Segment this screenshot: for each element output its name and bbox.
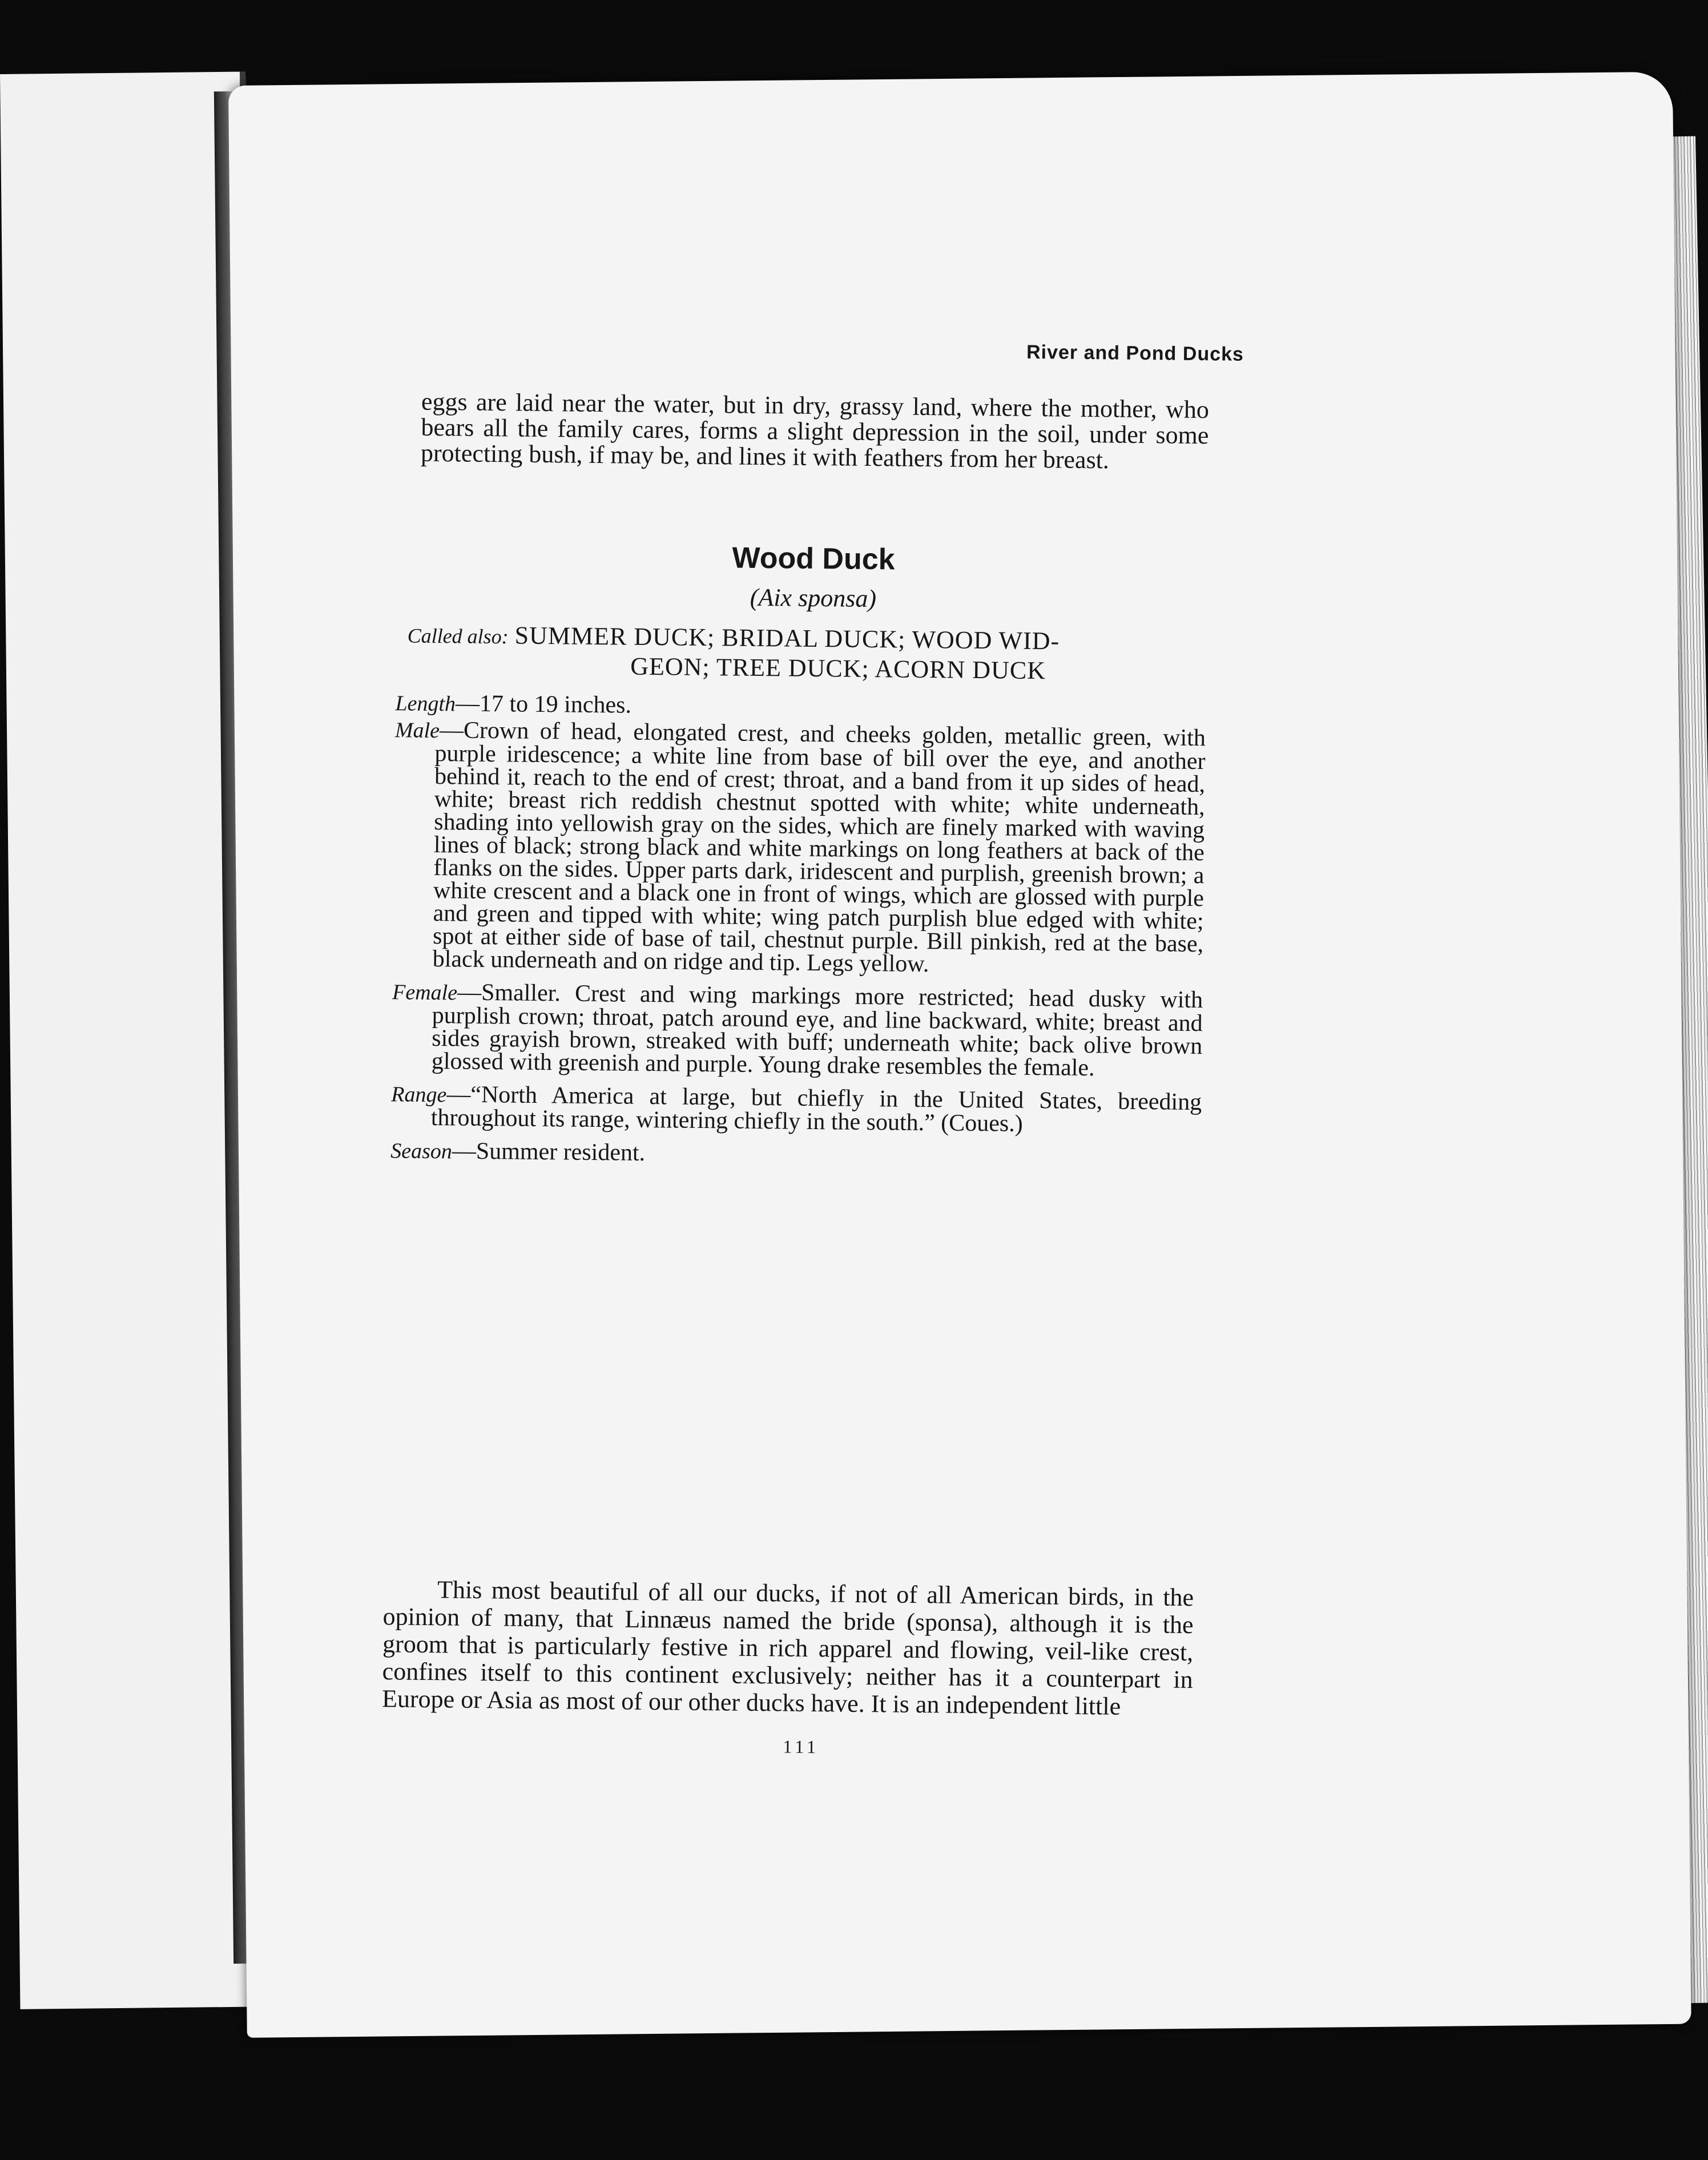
species-fields — [390, 691, 1206, 1181]
species-latin-name: (Aix sponsa) — [750, 583, 877, 613]
called-also-line1: SUMMER DUCK; BRIDAL DUCK; WOOD WID- — [514, 621, 1060, 655]
called-also — [407, 620, 1207, 687]
intro-paragraph: eggs are laid near the water, but in dry, grassy land, where the mother, who bears all the family cares, forms a slight depression in the soil, under some protecting bush, if may be, and lines it with feathers from her breast. — [420, 387, 1210, 474]
field-range-label: Range — [391, 1082, 447, 1107]
field-female-text: —Smaller. Crest and wing markings more restricted; head dusky with purplish crown; throat, patch around eye, and line backward, white; breast and sides grayish brown, streaked with buff; underneath white; back olive brown glossed with greenish and purple. Young drake resembles the female. — [431, 979, 1203, 1082]
running-head: River and Pond Ducks — [1026, 341, 1244, 365]
field-season-text: —Summer resident. — [452, 1138, 646, 1166]
field-season — [390, 1139, 1201, 1171]
right-page — [228, 72, 1691, 2038]
field-length-text: —17 to 19 inches. — [455, 690, 632, 719]
field-range — [391, 1082, 1202, 1137]
species-title: Wood Duck — [732, 541, 895, 577]
called-also-line2: GEON; TREE DUCK; ACORN DUCK — [630, 652, 1046, 685]
field-male-label: Male — [394, 718, 440, 743]
field-length-label: Length — [395, 691, 456, 716]
field-season-label: Season — [390, 1139, 453, 1164]
page-number: 111 — [783, 1736, 820, 1758]
page-content — [381, 335, 1244, 1758]
field-range-text: —“North America at large, but chiefly in the United States, breeding throughout its range, wintering chiefly in the south.” (Coues.) — [430, 1081, 1202, 1137]
body-paragraph: This most beautiful of all our ducks, if not of all American birds, in the opinion of many, that Linnæus named the bride (sponsa), although it is the groom that is particularly festive in rich apparel and flowing, veil-like crest, confines itself to this continent exclusively; neither has it a counterpart in Europe or Asia as most of our other ducks have. It is an independent little — [381, 1575, 1194, 1720]
field-female — [392, 980, 1203, 1081]
called-also-label: Called also: — [407, 624, 509, 648]
field-male-text: —Crown of head, elongated crest, and cheeks golden, metallic green, with purple iridescence; a white line from base of bill over the eye, and another behind it, reach to the end of crest; throat, and a band from it up sides of head, white; breast rich reddish chestnut spotted with white; white underneath, shading into yellowish gray on the sides, which are finely marked with waving lines of black; strong black and white markings on long feathers at back of the flanks on the sides. Upper parts dark, iridescent and purplish, greenish brown; a white crescent and a black one in front of wings, which are glossed with purple and green and tipped with white; wing patch purplish blue edged with white; spot at either side of base of tail, chestnut purple. Bill pinkish, red at the base, black underneath and on ridge and tip. Legs yellow. — [432, 717, 1206, 978]
field-female-label: Female — [392, 980, 458, 1005]
field-male — [393, 718, 1206, 978]
